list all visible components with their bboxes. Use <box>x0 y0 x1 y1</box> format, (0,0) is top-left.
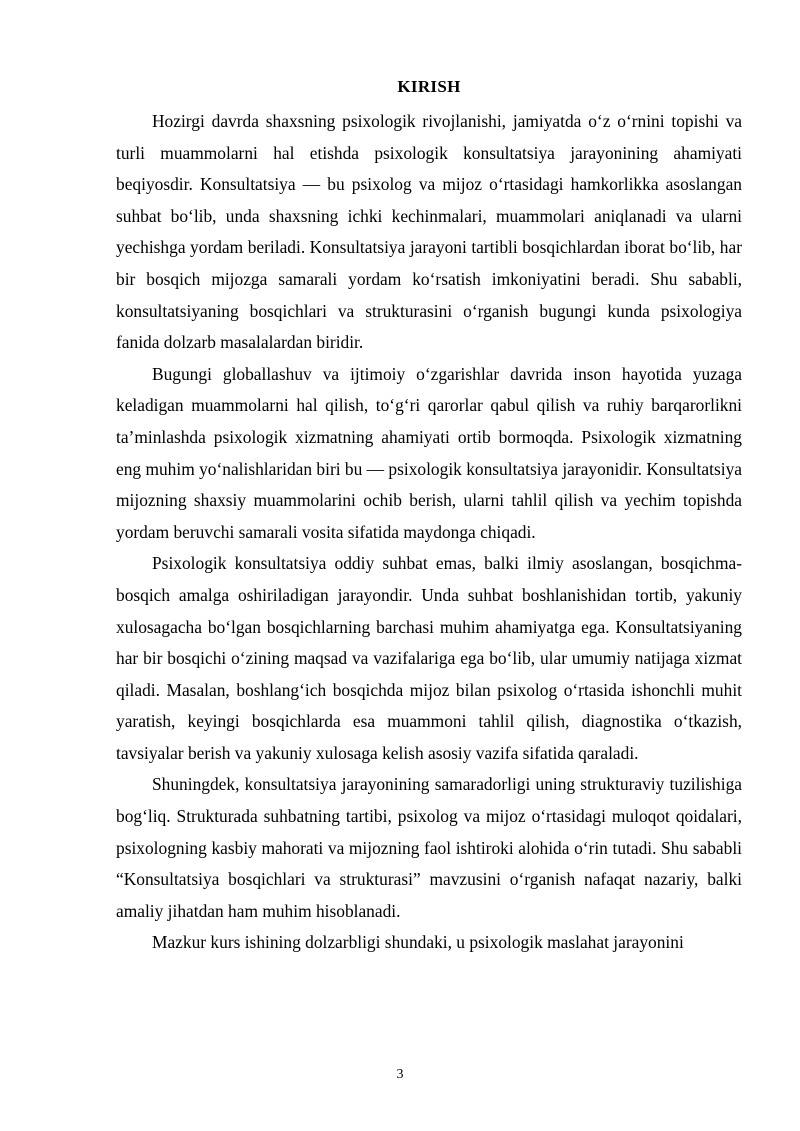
page-number: 3 <box>396 1067 404 1082</box>
paragraph-5: Mazkur kurs ishining dolzarbligi shundaki, u psixologik maslahat jarayonini <box>152 932 684 953</box>
paragraph-3: Psixologik konsultatsiya oddiy suhbat emas, balki ilmiy asoslangan, bosqichma-bosqich amalga oshiriladigan jarayondir. Unda suhbat boshlanishidan tortib, yakuniy xulosagacha bo‘lgan bosqichlarning barchasi muhim ahamiyatga ega. Konsultatsiyaning har bir bosqichi o‘zining maqsad va vazifalariga ega bo‘lib, ular umumiy natijaga xizmat qiladi. Masalan, boshlang‘ich bosqichda mijoz bilan psixolog o‘rtasida ishonchli muhit yaratish, keyingi bosqichlarda esa muammoni tahlil qilish, diagnostika o‘tkazish, tavsiyalar berish va yakuniy xulosaga kelish asosiy vazifa sifatida qaraladi. <box>116 553 742 763</box>
paragraph-1: Hozirgi davrda shaxsning psixologik rivojlanishi, jamiyatda o‘z o‘rnini topishi va turli muammolarni hal etishda psixologik konsultatsiya jarayonining ahamiyati beqiyosdir. Konsultatsiya — bu psixolog va mijoz o‘rtasidagi hamkorlikka asoslangan suhbat bo‘lib, unda shaxsning ichki kechinmalari, muammolari aniqlanadi va ularni yechishga yordam beriladi. Konsultatsiya jarayoni tartibli bosqichlardan iborat bo‘lib, har bir bosqich mijozga samarali yordam ko‘rsatish imkoniyatini beradi. Shu sababli, konsultatsiyaning bosqichlari va strukturasini o‘rganish bugungi kunda psixologiya fanida dolzarb masalalardan biridir. <box>116 111 742 353</box>
paragraph-4: Shuningdek, konsultatsiya jarayonining samaradorligi uning strukturaviy tuzilishiga bog‘liq. Strukturada suhbatning tartibi, psixolog va mijoz o‘rtasidagi muloqot qoidalari, psixologning kasbiy mahorati va mijozning faol ishtiroki alohida o‘rin tutadi. Shu sababli “Konsultatsiya bosqichlari va strukturasi” mavzusini o‘rganish nafaqat nazariy, balki amaliy jihatdan ham muhim hisoblanadi. <box>116 774 742 921</box>
paragraph-2: Bugungi globallashuv va ijtimoiy o‘zgarishlar davrida inson hayotida yuzaga keladigan muammolarni hal qilish, to‘g‘ri qarorlar qabul qilish va ruhiy barqarorlikni ta’minlashda psixologik xizmatning ahamiyati ortib bormoqda. Psixologik xizmatning eng muhim yo‘nalishlaridan biri bu — psixologik konsultatsiya jarayonidir. Konsultatsiya mijozning shaxsiy muammolarini ochib berish, ularni tahlil qilish va yechim topishda yordam beruvchi samarali vosita sifatida maydonga chiqadi. <box>116 363 742 542</box>
body-text <box>116 106 742 959</box>
section-heading: KIRISH <box>397 77 461 96</box>
